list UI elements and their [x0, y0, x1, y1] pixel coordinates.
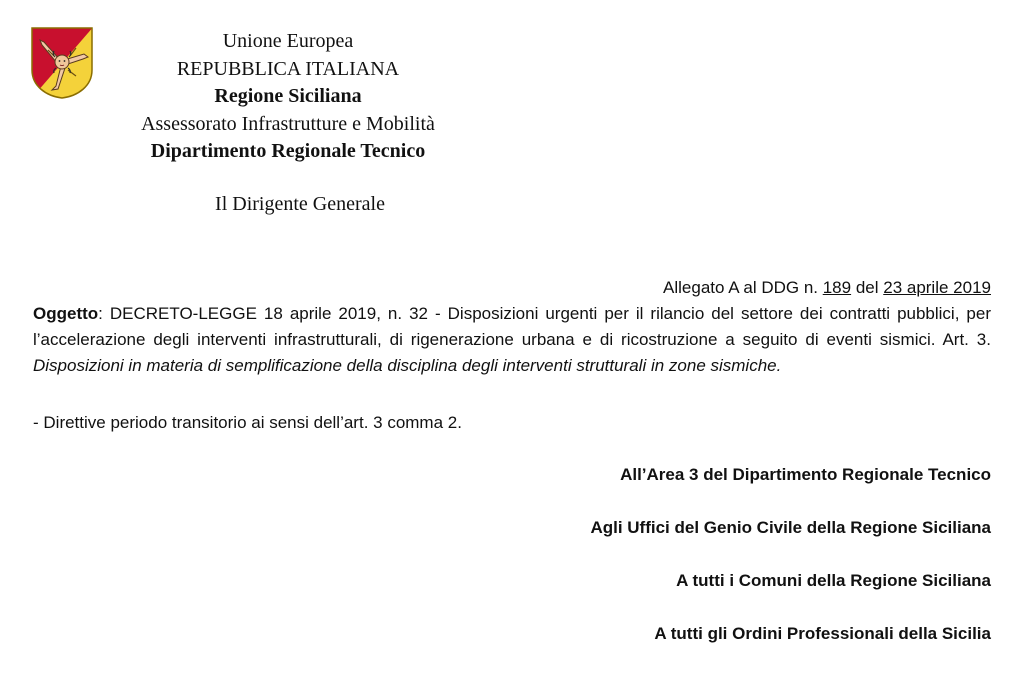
recipient-list: [590, 461, 991, 673]
header-assessorato: Assessorato Infrastrutture e Mobilità: [141, 112, 435, 135]
header-republic: REPUBBLICA ITALIANA: [176, 57, 400, 80]
subject-label: Oggetto: [33, 304, 99, 323]
subject-text: : DECRETO-LEGGE 18 aprile 2019, n. 32 - Disposizioni urgenti per il rilancio del settore dei contratti pubblici, per l’accelerazione degli interventi infrastrutturali, di rigenerazione urbana e di ricostruzione a seguito di eventi sismici. Art. 3.: [33, 304, 991, 349]
header-eu: Unione Europea: [222, 30, 354, 52]
recipient-item: A tutti gli Ordini Professionali della Sicilia: [654, 624, 991, 643]
subject-direttive: - Direttive periodo transitorio ai sensi dell’art. 3 comma 2.: [33, 413, 462, 432]
header-region: Regione Siciliana: [214, 85, 362, 107]
header-dirigente: Il Dirigente Generale: [215, 193, 385, 215]
header-department: Dipartimento Regionale Tecnico: [150, 140, 426, 162]
allegato-prefix: Allegato A al DDG n.: [663, 278, 823, 297]
recipient-item: A tutti i Comuni della Regione Siciliana: [676, 571, 991, 590]
allegato-middle: del: [851, 278, 884, 297]
subject-paragraph: [33, 301, 991, 379]
trinacria-emblem-icon: [30, 26, 94, 100]
region-logo: [30, 26, 94, 100]
ddg-number: 189: [822, 278, 852, 297]
subject-italic: Disposizioni in materia di semplificazione della disciplina degli interventi strutturali in zone sismiche.: [33, 356, 782, 375]
recipient-item: Agli Uffici del Genio Civile della Regione Siciliana: [590, 518, 991, 537]
allegato-reference: [663, 276, 991, 300]
letterhead: [110, 28, 466, 166]
ddg-date: 23 aprile 2019: [883, 278, 991, 297]
recipient-item: All’Area 3 del Dipartimento Regionale Tecnico: [620, 465, 991, 484]
